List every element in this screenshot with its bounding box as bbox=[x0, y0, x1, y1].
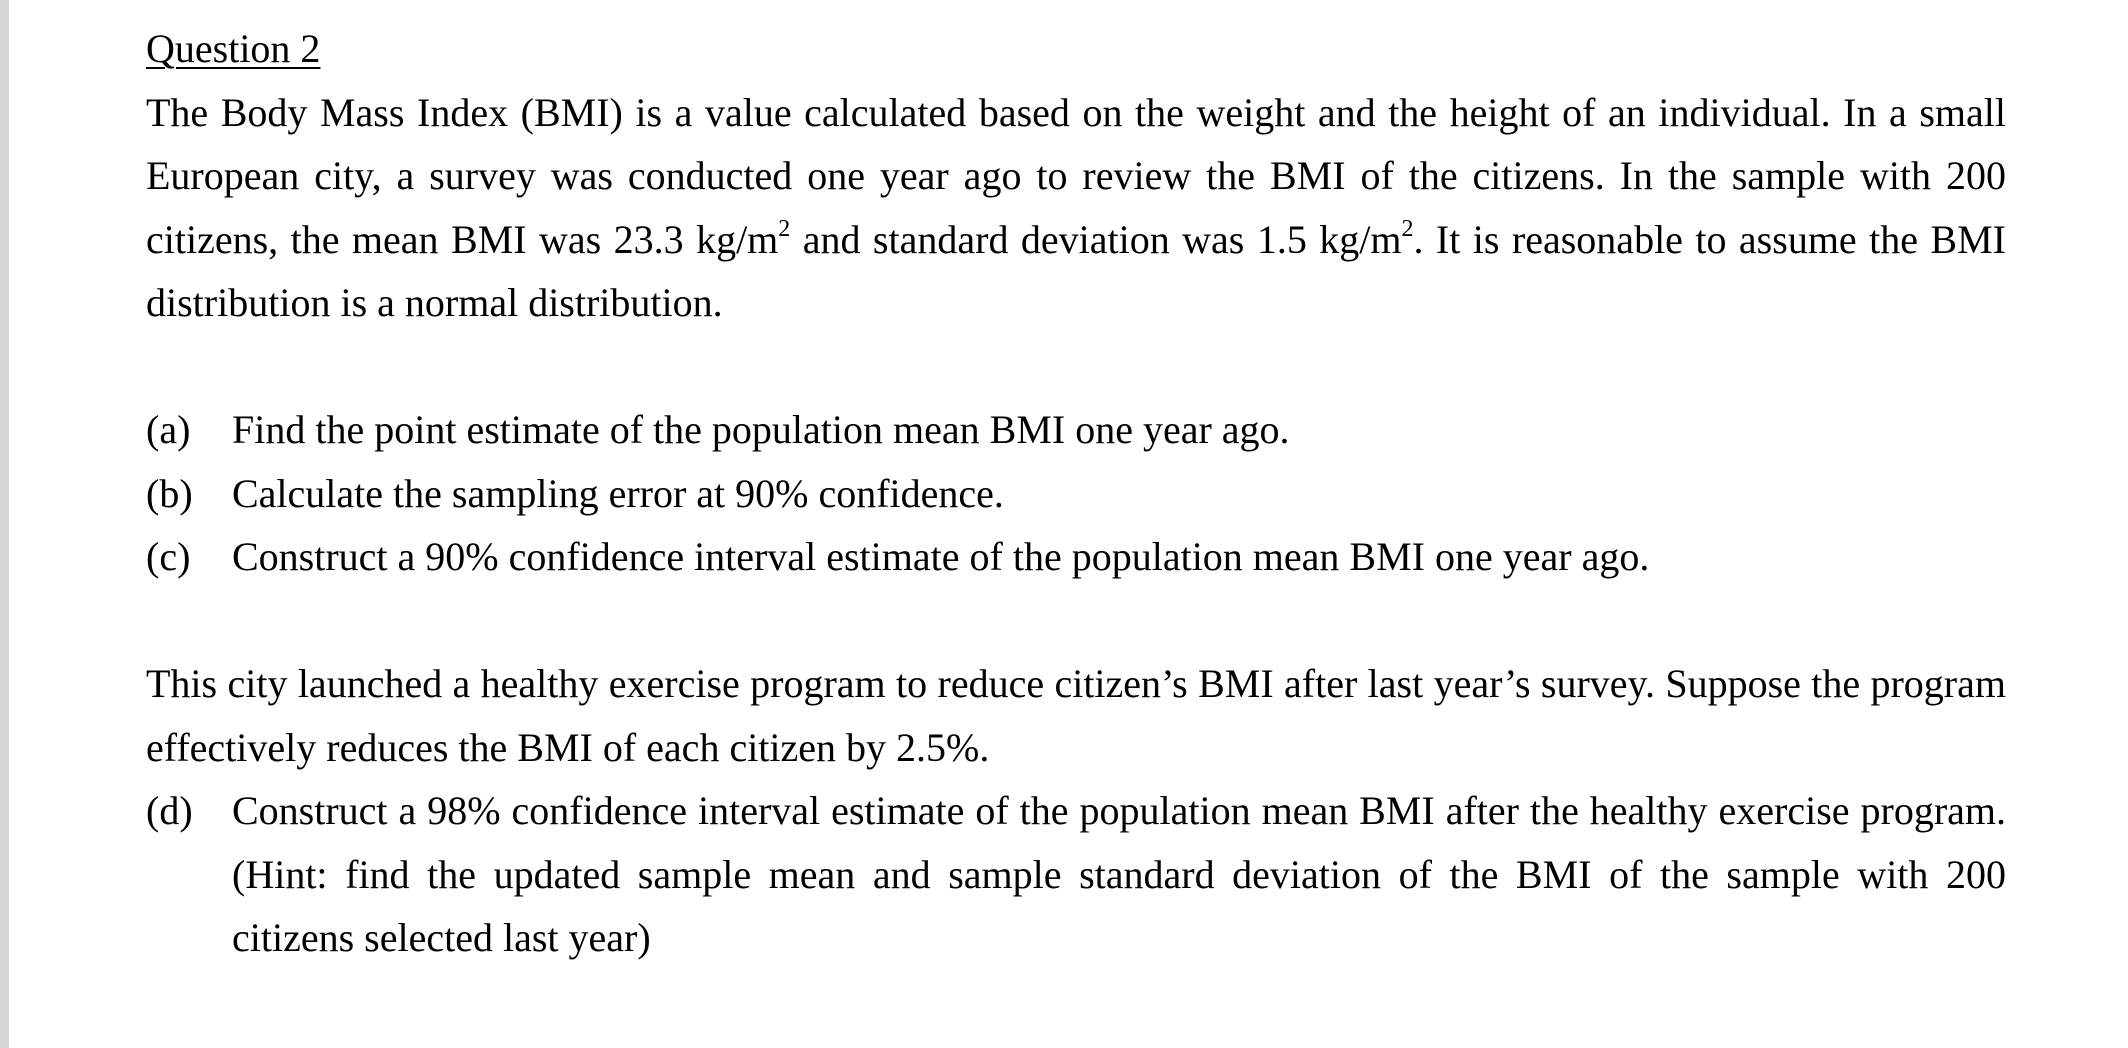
window-left-edge bbox=[0, 0, 9, 1048]
question-item-d bbox=[146, 779, 2006, 970]
question-item-c bbox=[146, 525, 2006, 589]
item-label: (d) bbox=[146, 788, 193, 833]
superscript-squared-2: 2 bbox=[1401, 215, 1414, 242]
question-item-b bbox=[146, 462, 2006, 526]
question-item-a bbox=[146, 398, 2006, 462]
intro-text-part-2: and standard deviation was 1.5 kg/m bbox=[790, 216, 1402, 262]
intro-text-part-3: . It is reasonable to assume the BMI distribution is a normal distribution. bbox=[146, 216, 2006, 325]
document-body bbox=[146, 17, 2006, 970]
item-label: (b) bbox=[146, 470, 193, 516]
item-text: Construct a 98% confidence interval estimate of the population mean BMI after the healthy exercise program. (Hint: find the updated sample mean and sample standard deviation of the BMI of the sample with 200 citizens selected last year) bbox=[232, 788, 2006, 960]
question-heading: Question 2 bbox=[146, 26, 321, 71]
program-paragraph: This city launched a healthy exercise program to reduce citizen’s BMI after last year’s survey. Suppose the program effectively reduces the BMI of each citizen by 2.5%. bbox=[146, 661, 2006, 770]
item-text: Find the point estimate of the population mean BMI one year ago. bbox=[232, 407, 1290, 452]
item-text: Calculate the sampling error at 90% confidence. bbox=[232, 470, 1004, 516]
document-page bbox=[9, 0, 2128, 1048]
item-text: Construct a 90% confidence interval estimate of the population mean BMI one year ago. bbox=[232, 534, 1650, 579]
paragraph-spacer bbox=[146, 335, 2006, 399]
intro-text-part-1: The Body Mass Index (BMI) is a value calculated based on the weight and the height of an individual. In a small European city, a survey was conducted one year ago to review the BMI of the citizens. In the sample with 200 citizens, the mean BMI was 23.3 kg/m bbox=[146, 89, 2006, 262]
item-label: (a) bbox=[146, 407, 191, 452]
item-label: (c) bbox=[146, 534, 191, 579]
superscript-squared-1: 2 bbox=[778, 215, 791, 242]
intro-paragraph bbox=[146, 81, 2006, 335]
paragraph-spacer bbox=[146, 589, 2006, 653]
